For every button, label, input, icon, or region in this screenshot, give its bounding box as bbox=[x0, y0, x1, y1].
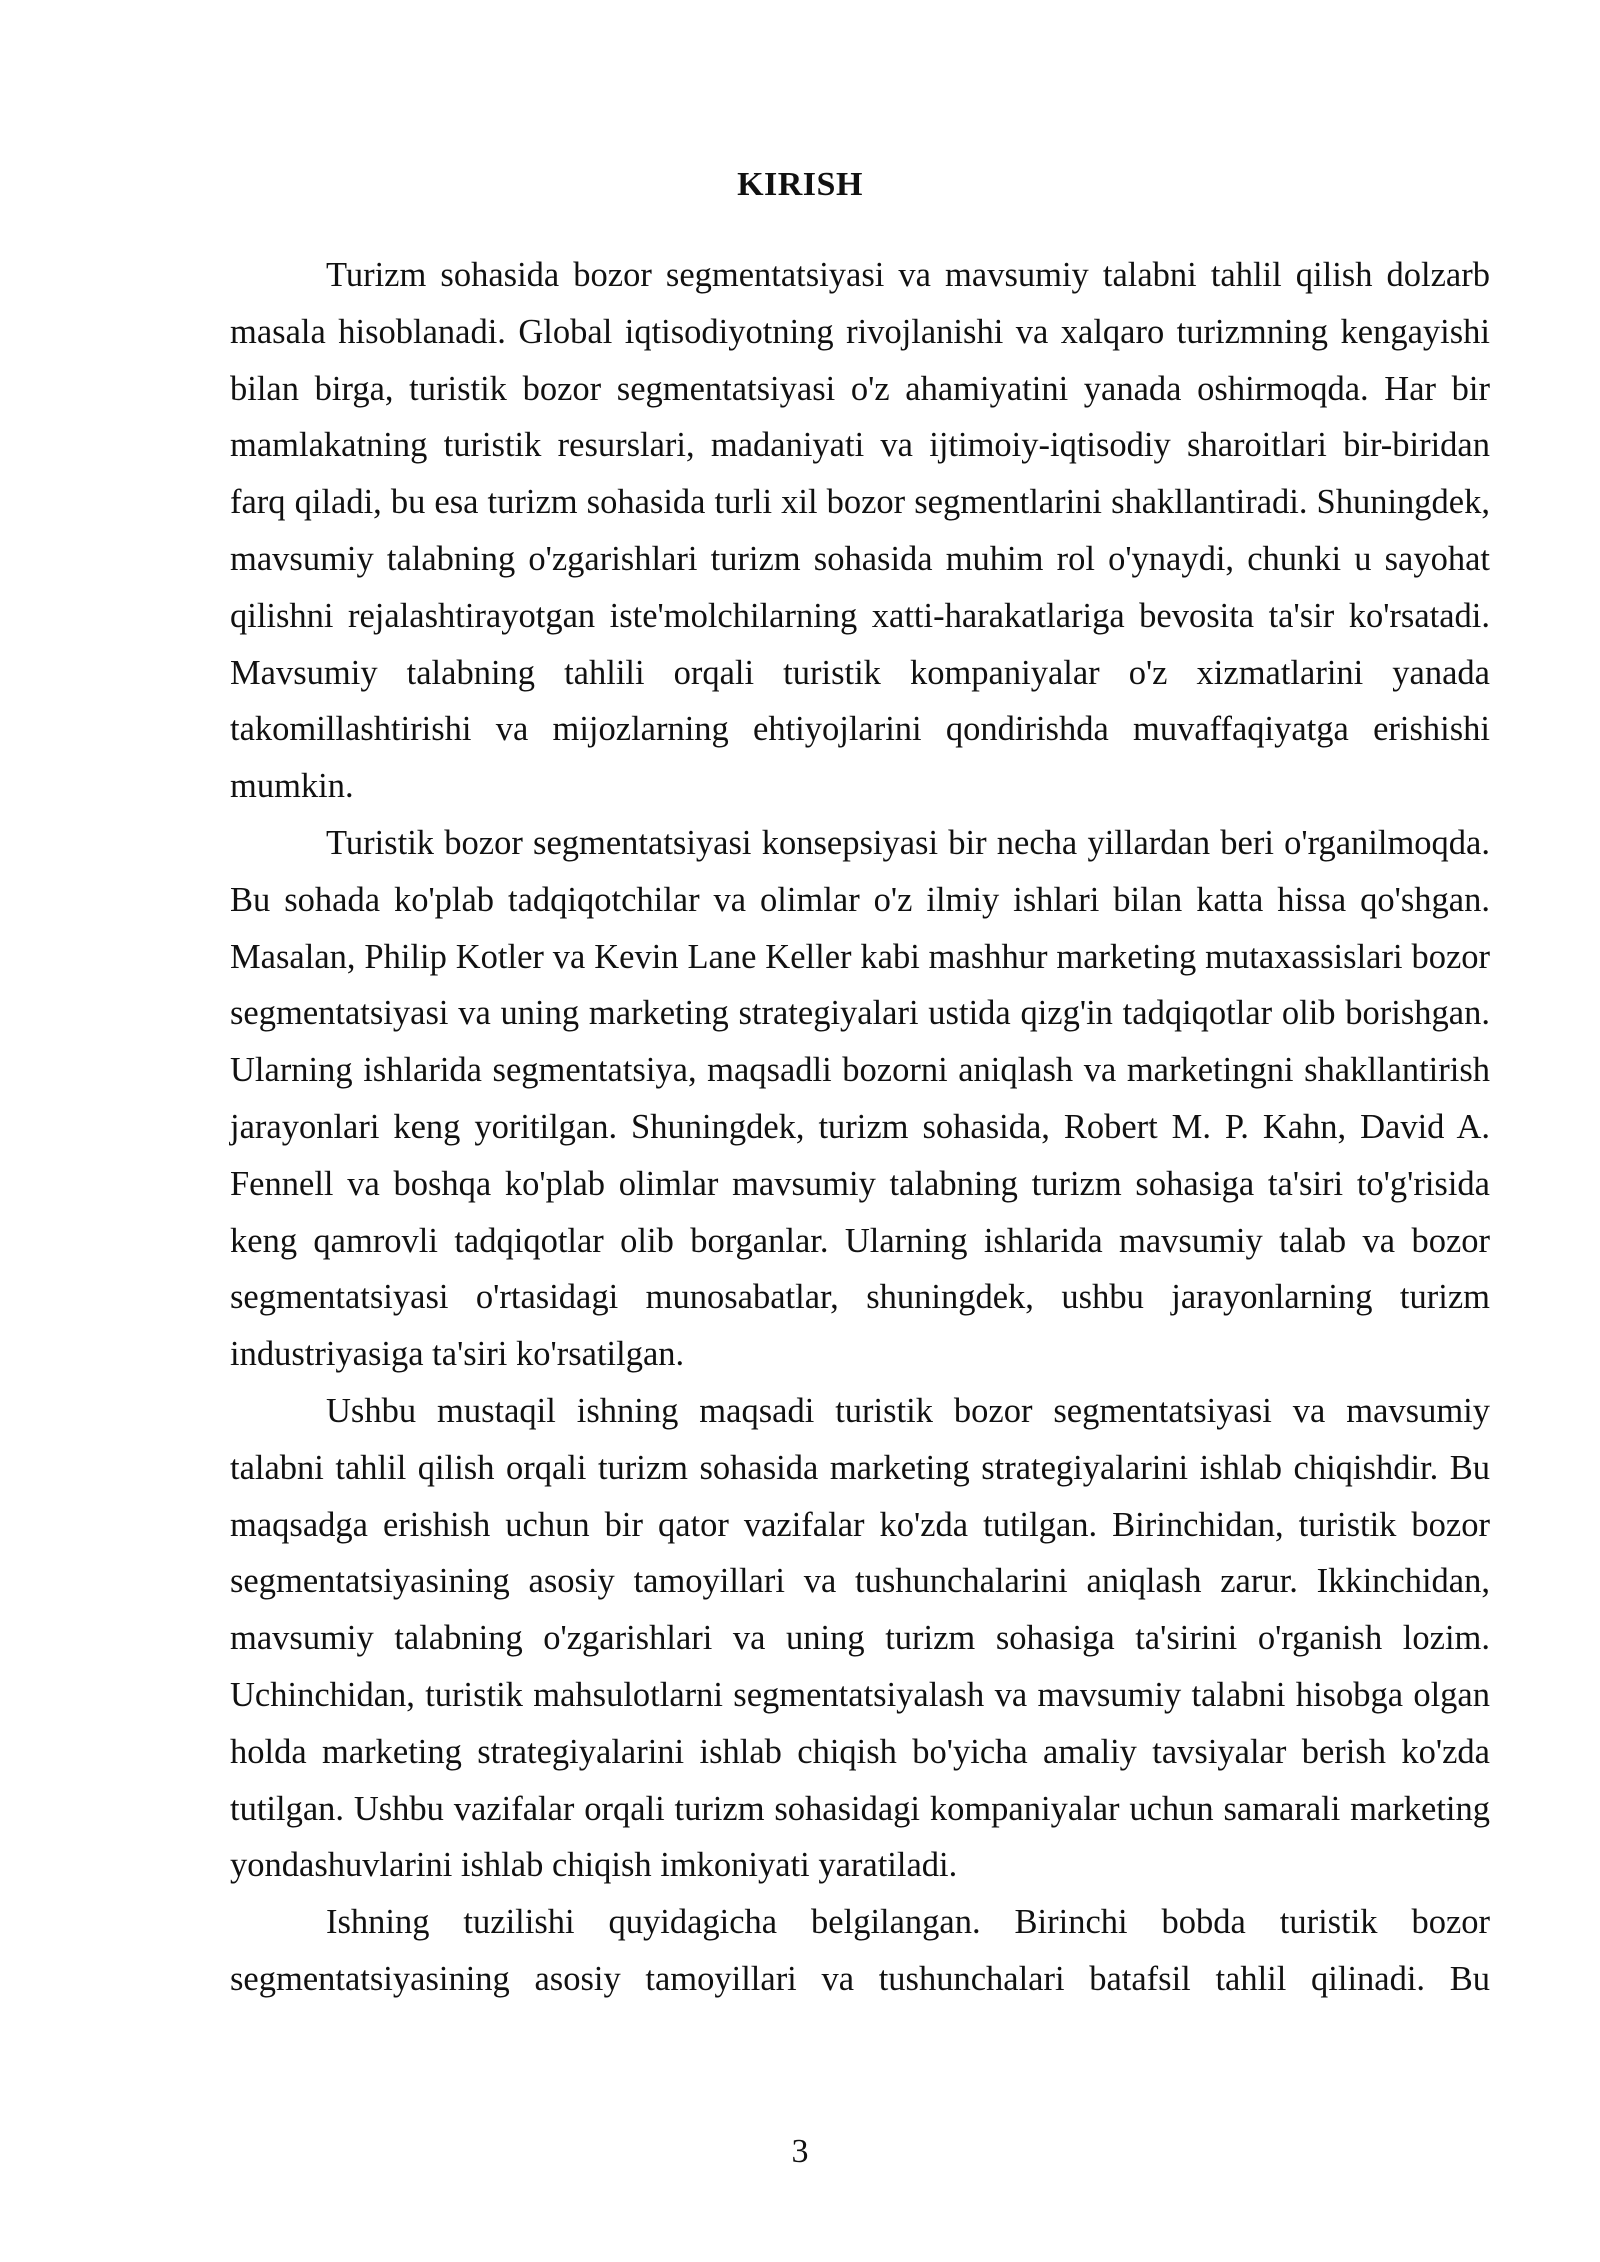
page-number: 3 bbox=[791, 2133, 809, 2170]
paragraph-3: Ushbu mustaqil ishning maqsadi turistik bozor segmentatsiyasi va mavsumiy talabni tahlil qilish orqali turizm sohasida marketing strategiyalarini ishlab chiqishdir. Bu maqsadga erishish uchun bir qator vazifalar ko'zda tutilgan. Birinchidan, turistik bozor segmentatsiyasining asosiy tamoyillari va tushunchalarini aniqlash zarur. Ikkinchidan, mavsumiy talabning o'zgarishlari va uning turizm sohasiga ta'sirini o'rganish lozim. Uchinchidan, turistik mahsulotlarni segmentatsiyalash va mavsumiy talabni hisobga olgan holda marketing strategiyalarini ishlab chiqish bo'yicha amaliy tavsiyalar berish ko'zda tutilgan. Ushbu vazifalar orqali turizm sohasidagi kompaniyalar uchun samarali marketing yondashuvlarini ishlab chiqish imkoniyati yaratiladi. bbox=[230, 1391, 1490, 1885]
body-text bbox=[230, 247, 1490, 2008]
page-title: KIRISH bbox=[737, 166, 863, 203]
paragraph-2: Turistik bozor segmentatsiyasi konsepsiyasi bir necha yillardan beri o'rganilmoqda. Bu sohada ko'plab tadqiqotchilar va olimlar o'z ilmiy ishlari bilan katta hissa qo'shgan. Masalan, Philip Kotler va Kevin Lane Keller kabi mashhur marketing mutaxassislari bozor segmentatsiyasi va uning marketing strategiyalari ustida qizg'in tadqiqotlar olib borishgan. Ularning ishlarida segmentatsiya, maqsadli bozorni aniqlash va marketingni shakllantirish jarayonlari keng yoritilgan. Shuningdek, turizm sohasida, Robert M. P. Kahn, David A. Fennell va boshqa ko'plab olimlar mavsumiy talabning turizm sohasiga ta'siri to'g'risida keng qamrovli tadqiqotlar olib borganlar. Ularning ishlarida mavsumiy talab va bozor segmentatsiyasi o'rtasidagi munosabatlar, shuningdek, ushbu jarayonlarning turizm industriyasiga ta'siri ko'rsatilgan. bbox=[230, 823, 1490, 1374]
paragraph-1: Turizm sohasida bozor segmentatsiyasi va mavsumiy talabni tahlil qilish dolzarb masala hisoblanadi. Global iqtisodiyotning rivojlanishi va xalqaro turizmning kengayishi bilan birga, turistik bozor segmentatsiyasi o'z ahamiyatini yanada oshirmoqda. Har bir mamlakatning turistik resurslari, madaniyati va ijtimoiy-iqtisodiy sharoitlari bir-biridan farq qiladi, bu esa turizm sohasida turli xil bozor segmentlarini shakllantiradi. Shuningdek, mavsumiy talabning o'zgarishlari turizm sohasida muhim rol o'ynaydi, chunki u sayohat qilishni rejalashtirayotgan iste'molchilarning xatti-harakatlariga bevosita ta'sir ko'rsatadi. Mavsumiy talabning tahlili orqali turistik kompaniyalar o'z xizmatlarini yanada takomillashtirishi va mijozlarning ehtiyojlarini qondirishda muvaffaqiyatga erishishi mumkin. bbox=[230, 256, 1490, 806]
paragraph-4: Ishning tuzilishi quyidagicha belgilangan. Birinchi bobda turistik bozor segmentatsiyasining asosiy tamoyillari va tushunchalari batafsil tahlil qilinadi. Bu bbox=[230, 1903, 1490, 1998]
